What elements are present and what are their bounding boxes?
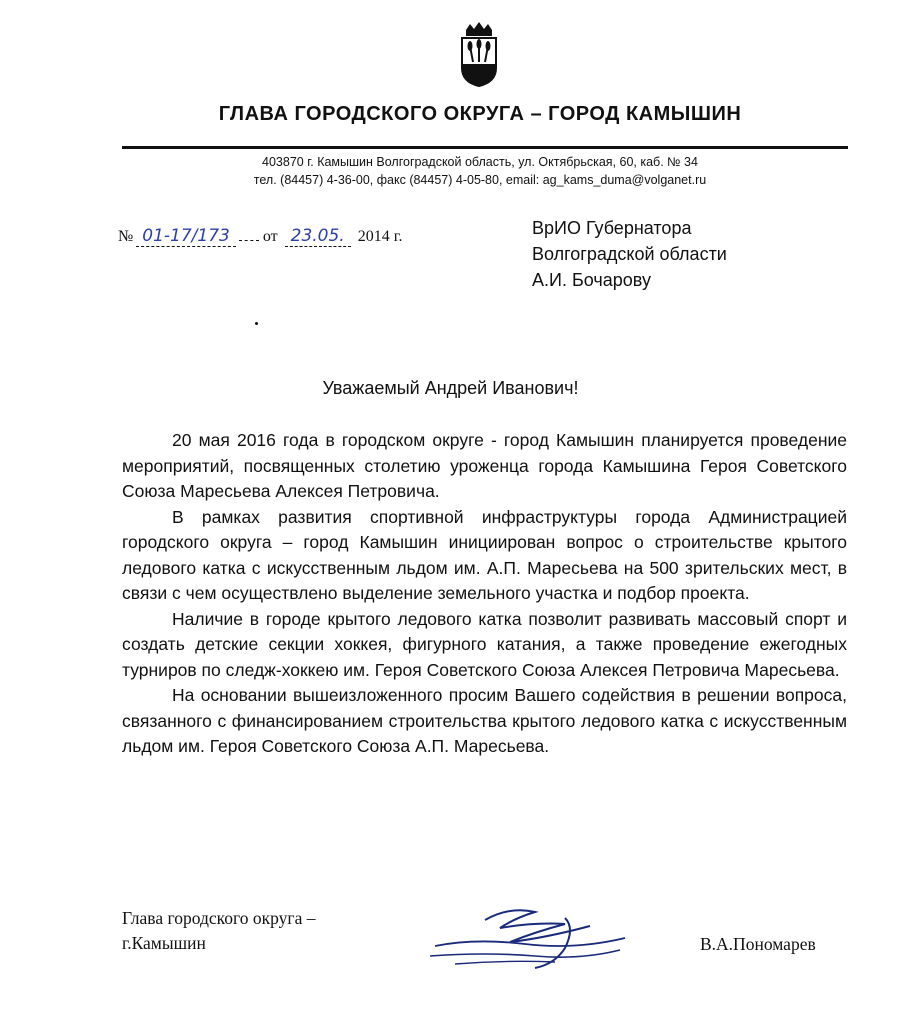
body-paragraph: 20 мая 2016 года в городском округе - город Камышин планируется проведение мероприятий, посвященных столетию уроженца города Камышина Героя Советского Союза Маресьева Алексея Петровича. bbox=[122, 430, 847, 501]
reference-date: 23.05. bbox=[285, 226, 351, 247]
addressee-line: ВрИО Губернатора bbox=[532, 218, 692, 238]
greeting: Уважаемый Андрей Иванович! bbox=[322, 378, 579, 398]
city-crest-icon bbox=[458, 20, 500, 88]
reference-number: 01-17/173 bbox=[136, 226, 236, 247]
reference-line bbox=[118, 226, 402, 247]
body-paragraph: В рамках развития спортивной инфраструктуры города Администрацией городского округа – город Камышин инициирован вопрос о строительстве крытого ледового катка с искусственным льдом им. А.П. Маресьева на 500 зрительских мест, в связи с чем осуществлено выделение земельного участка и подбор проекта. bbox=[122, 506, 847, 603]
contact-line: тел. (84457) 4-36-00, факс (84457) 4-05-80, email: ag_kams_duma@volganet.ru bbox=[253, 173, 707, 187]
addressee-block bbox=[532, 215, 727, 293]
reference-year: 2014 г. bbox=[357, 228, 403, 245]
signatory-name: В.А.Пономарев bbox=[700, 934, 816, 954]
position-line: Глава городского округа – bbox=[122, 908, 316, 928]
signatory-position bbox=[122, 906, 315, 956]
organization-title: ГЛАВА ГОРОДСКОГО ОКРУГА – ГОРОД КАМЫШИН bbox=[218, 103, 742, 125]
number-label: № bbox=[118, 228, 134, 245]
body-paragraph: Наличие в городе крытого ледового катка позволит развивать массовый спорт и создать детские секции хоккея, фигурного катания, а также проведение ежегодных турниров по следж-хоккею им. Героя Советского Союза Алексея Петровича Маресьева. bbox=[122, 608, 847, 680]
addressee-line: Волгоградской области bbox=[532, 244, 727, 264]
body-paragraph: На основании вышеизложенного просим Вашего содействия в решении вопроса, связанного с финансированием строительства крытого ледового катка с искусственным льдом им. Героя Советского Союза А.П. Маресьева. bbox=[122, 685, 847, 756]
handwritten-signature-icon bbox=[415, 898, 635, 978]
addressee-line: А.И. Бочарову bbox=[532, 270, 651, 290]
from-label: от bbox=[262, 228, 278, 245]
scan-speck bbox=[255, 322, 258, 325]
position-line: г.Камышин bbox=[122, 933, 206, 953]
address-line: 403870 г. Камышин Волгоградской область, ул. Октябрьская, 60, каб. № 34 bbox=[262, 155, 698, 169]
letter-body bbox=[122, 428, 847, 760]
letterhead-address bbox=[180, 153, 780, 189]
letterhead-divider bbox=[122, 146, 848, 149]
